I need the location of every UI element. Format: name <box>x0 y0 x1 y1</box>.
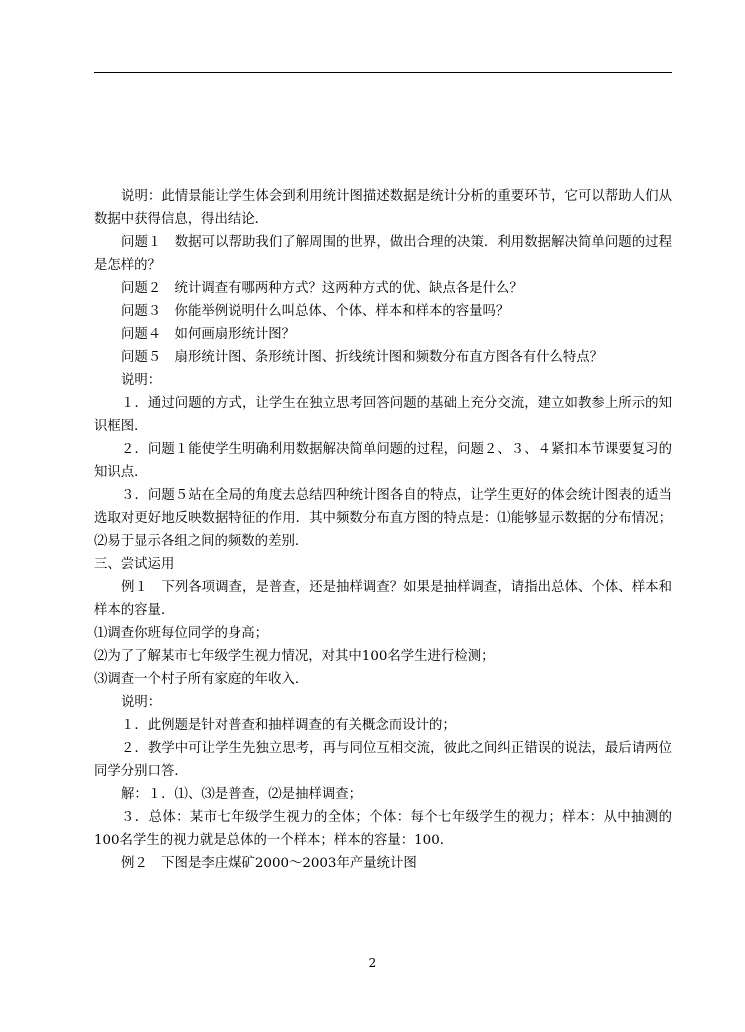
paragraph: ２．问题１能使学生明确利用数据解决简单问题的过程，问题２、３、４紧扣本节课要复习的知识点． <box>94 442 672 480</box>
paragraph: 例１ 下列各项调查，是普查，还是抽样调查？如果是抽样调查，请指出总体、个体、样本和样本的容量． <box>94 580 672 618</box>
paragraph: 问题２ 统计调查有哪两种方式？这两种方式的优、缺点各是什么？ <box>121 281 523 296</box>
paragraph: 说明：此情景能让学生体会到利用统计图描述数据是统计分析的重要环节，它可以帮助人们从数据中获得信息，得出结论． <box>94 189 672 227</box>
header-rule <box>94 72 672 73</box>
paragraph: ⑶调查一个村子所有家庭的年收入． <box>94 672 309 687</box>
page-number: 2 <box>368 956 377 970</box>
paragraph: 问题５ 扇形统计图、条形统计图、折线统计图和频数分布直方图各有什么特点？ <box>121 350 604 365</box>
paragraph: 问题４ 如何画扇形统计图？ <box>121 327 296 342</box>
paragraph: ３．总体：某市七年级学生视力的全体；个体：每个七年级学生的视力；样本：从中抽测的100名学生的视力就是总体的一个样本；样本的容量：100． <box>94 810 672 848</box>
paragraph: 例２ 下图是李庄煤矿2000～2003年产量统计图 <box>121 856 417 871</box>
paragraph: ２．教学中可让学生先独立思考，再与同位互相交流，彼此之间纠正错误的说法，最后请两位同学分别口答． <box>94 741 672 779</box>
paragraph: ⑵为了了解某市七年级学生视力情况，对其中100名学生进行检测； <box>94 649 495 664</box>
paragraph: ３．问题５站在全局的角度去总结四种统计图各自的特点，让学生更好的体会统计图表的适当选取对更好地反映数据特征的作用．其中频数分布直方图的特点是：⑴能够显示数据的分布情况；⑵易于显示各组之间的频数的差别． <box>94 488 672 549</box>
paragraph: 问题３ 你能举例说明什么叫总体、个体、样本和样本的容量吗？ <box>121 304 510 319</box>
paragraph: 问题１ 数据可以帮助我们了解周围的世界，做出合理的决策．利用数据解决简单问题的过程是怎样的？ <box>94 235 672 273</box>
paragraph: １．此例题是针对普查和抽样调查的有关概念而设计的； <box>121 718 456 733</box>
paragraph: 解：１．⑴、⑶是普查，⑵是抽样调查； <box>121 787 363 802</box>
paragraph: ⑴调查你班每位同学的身高； <box>94 626 269 641</box>
paragraph: 说明： <box>121 373 162 388</box>
paragraph: 说明： <box>121 695 162 710</box>
paragraph: １．通过问题的方式，让学生在独立思考回答问题的基础上充分交流，建立如教参上所示的知识框图． <box>94 396 672 434</box>
document-body <box>94 185 672 875</box>
paragraph: 三、尝试运用 <box>94 557 175 572</box>
